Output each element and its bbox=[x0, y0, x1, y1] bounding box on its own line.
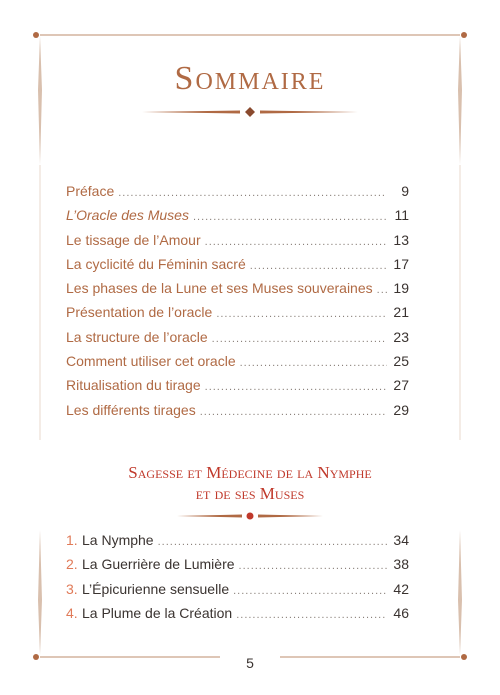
toc-entry[interactable] bbox=[66, 581, 409, 605]
dot-leader bbox=[212, 333, 387, 345]
toc-entry[interactable] bbox=[66, 280, 409, 304]
section-divider bbox=[0, 510, 500, 522]
toc-entry[interactable] bbox=[66, 256, 409, 280]
page-title: Sommaire bbox=[174, 60, 326, 97]
toc-entry-page: 38 bbox=[393, 556, 409, 573]
toc-entry[interactable] bbox=[66, 329, 409, 353]
toc-entry[interactable] bbox=[66, 605, 409, 629]
toc-entry-label: La Plume de la Création bbox=[82, 604, 233, 621]
dot-leader bbox=[236, 609, 387, 621]
toc-entry-number: 2. bbox=[66, 556, 78, 573]
toc-entry-label: L’Oracle des Muses bbox=[66, 207, 189, 224]
toc-entry-page: 46 bbox=[393, 604, 409, 621]
toc-entry-label: La Guerrière de Lumière bbox=[82, 556, 235, 573]
toc-entry-number: 3. bbox=[66, 580, 78, 597]
toc-entry[interactable] bbox=[66, 207, 409, 231]
toc-entry-label: Les différents tirages bbox=[66, 401, 196, 418]
toc-entry[interactable] bbox=[66, 304, 409, 328]
toc-entry-page: 13 bbox=[393, 231, 409, 248]
toc-entry-page: 34 bbox=[393, 532, 409, 548]
section-heading bbox=[0, 462, 500, 504]
toc-entry-label: Les phases de la Lune et ses Muses souveraines bbox=[66, 280, 373, 297]
dot-leader bbox=[233, 585, 387, 597]
dot-leader bbox=[200, 406, 387, 418]
divider-ornament-icon bbox=[175, 510, 325, 522]
toc-entry[interactable] bbox=[66, 353, 409, 377]
toc-entry-label: L’Épicurienne sensuelle bbox=[82, 580, 230, 597]
toc-entry-page: 21 bbox=[393, 304, 409, 321]
toc-entry[interactable] bbox=[66, 232, 409, 256]
dot-leader bbox=[205, 381, 387, 393]
toc-entry-label: Comment utiliser cet oracle bbox=[66, 353, 236, 370]
dot-leader bbox=[250, 260, 387, 272]
toc-entry-label: La structure de l’oracle bbox=[66, 328, 208, 345]
table-of-contents-muses bbox=[66, 532, 409, 629]
page-number: 5 bbox=[246, 655, 254, 671]
dot-leader bbox=[239, 560, 387, 572]
toc-entry-page: 25 bbox=[393, 353, 409, 370]
dot-leader bbox=[118, 187, 387, 199]
toc-entry-label: Présentation de l’oracle bbox=[66, 304, 213, 321]
toc-entry[interactable] bbox=[66, 402, 409, 426]
toc-entry-label: La Nymphe bbox=[82, 532, 154, 548]
toc-entry[interactable] bbox=[66, 183, 409, 207]
dot-leader bbox=[193, 211, 387, 223]
toc-entry-label: Le tissage de l’Amour bbox=[66, 231, 201, 248]
toc-entry-number: 4. bbox=[66, 604, 78, 621]
toc-entry-page: 11 bbox=[394, 207, 409, 224]
toc-entry-label: La cyclicité du Féminin sacré bbox=[66, 255, 246, 272]
dot-leader bbox=[377, 284, 387, 296]
title-divider bbox=[0, 106, 500, 118]
toc-entry-page: 23 bbox=[393, 328, 409, 345]
toc-entry-page: 9 bbox=[401, 183, 409, 199]
toc-entry-page: 17 bbox=[393, 255, 409, 272]
toc-entry-label: Ritualisation du tirage bbox=[66, 377, 201, 394]
section-heading-line: et de ses Muses bbox=[195, 484, 305, 503]
toc-entry[interactable] bbox=[66, 377, 409, 401]
toc-entry-label: Préface bbox=[66, 183, 115, 199]
dot-leader bbox=[216, 308, 387, 320]
dot-leader bbox=[205, 236, 387, 248]
section-heading-line: Sagesse et Médecine de la Nymphe bbox=[128, 463, 372, 482]
toc-entry-page: 27 bbox=[393, 377, 409, 394]
dot-leader bbox=[158, 536, 387, 548]
toc-entry-page: 42 bbox=[393, 580, 409, 597]
divider-ornament-icon bbox=[140, 106, 360, 118]
toc-entry-page: 29 bbox=[393, 401, 409, 418]
dot-leader bbox=[240, 357, 387, 369]
toc-entry[interactable] bbox=[66, 532, 409, 556]
toc-entry-number: 1. bbox=[66, 532, 78, 548]
table-of-contents-main bbox=[66, 183, 409, 426]
toc-entry-page: 19 bbox=[393, 280, 409, 297]
toc-entry[interactable] bbox=[66, 556, 409, 580]
